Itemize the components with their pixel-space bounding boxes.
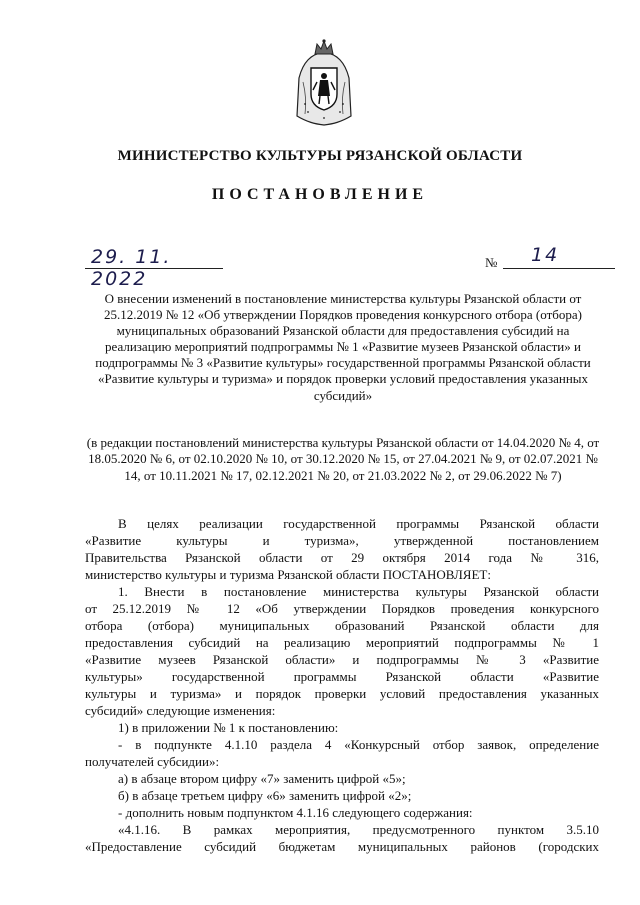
document-number: 14 xyxy=(531,244,560,266)
body-line: б) в абзаце третьем цифру «6» заменить цифрой «2»; xyxy=(118,788,412,803)
document-title: О внесении изменений в постановление министерства культуры Рязанской области от 25.12.2019 № 12 «Об утверждении Порядков проведения конкурсного отбора (отбора) муниципальных образований Рязанской области для предоставления субсидий на реализацию мероприятий подпрограммы № 1 «Развитие музеев Рязанской области» и подпрограммы № 3 «Развитие культуры» государственной программы Рязанской области «Развитие культуры и туризма» и порядок проверки условий предоставления указанных субсидий» xyxy=(95,291,591,403)
body-line: «Развитие музеев Рязанской области» и подпрограммы № 3 «Развитие xyxy=(85,652,599,667)
body-line: - в подпункте 4.1.10 раздела 4 «Конкурсный отбор заявок, определение xyxy=(118,737,599,752)
document-date: 29. 11. 2022 xyxy=(91,246,172,290)
body-line: 1) в приложении № 1 к постановлению: xyxy=(118,720,339,735)
body-line: культуры» государственной программы Рязанской области «Развитие xyxy=(85,669,599,684)
ministry-name: МИНИСТЕРСТВО КУЛЬТУРЫ РЯЗАНСКОЙ ОБЛАСТИ xyxy=(117,148,523,164)
number-sign: № xyxy=(485,255,498,270)
body-line: министерство культуры и туризма Рязанской области ПОСТАНОВЛЯЕТ: xyxy=(85,567,491,582)
body-line: - дополнить новым подпунктом 4.1.16 следующего содержания: xyxy=(118,805,473,820)
body-line: 1. Внести в постановление министерства культуры Рязанской области xyxy=(118,584,599,599)
number-underline xyxy=(503,268,615,269)
body-line: «Развитие культуры и туризма», утвержденной постановлением xyxy=(85,533,599,548)
body-line: субсидий» следующие изменения: xyxy=(85,703,276,718)
body-line: В целях реализации государственной программы Рязанской области xyxy=(118,516,599,531)
body-line: Правительства Рязанской области от 29 октября 2014 года № 316, xyxy=(85,550,599,565)
date-underline xyxy=(85,268,223,269)
body-line: получателей субсидии»: xyxy=(85,754,220,769)
body-line: культуры и туризма» и порядок проверки условий предоставления указанных xyxy=(85,686,599,701)
body-line: предоставления субсидий на реализацию мероприятий подпрограммы № 1 xyxy=(85,635,599,650)
editions-note: (в редакции постановлений министерства культуры Рязанской области от 14.04.2020 № 4, от 18.05.2020 № 6, от 02.10.2020 № 10, от 30.12.2020 № 15, от 27.04.2021 № 9, от 02.07.2021 № 14, от 10.11.2021 № 17, 02.12.2021 № 20, от 21.03.2022 № 2, от 29.06.2022 № 7) xyxy=(86,435,600,483)
document-type: ПОСТАНОВЛЕНИЕ xyxy=(211,186,429,203)
body-line: «Предоставление субсидий бюджетам муниципальных районов (городских xyxy=(85,839,599,854)
body-line: отбора (отбора) муниципальных образований Рязанской области для xyxy=(85,618,599,633)
body-line: «4.1.16. В рамках мероприятия, предусмотренного пунктом 3.5.10 xyxy=(118,822,599,837)
body-line: от 25.12.2019 № 12 «Об утверждении Порядков проведения конкурсного xyxy=(85,601,599,616)
body-line: а) в абзаце втором цифру «7» заменить цифрой «5»; xyxy=(118,771,406,786)
coat-of-arms-icon xyxy=(293,38,355,126)
